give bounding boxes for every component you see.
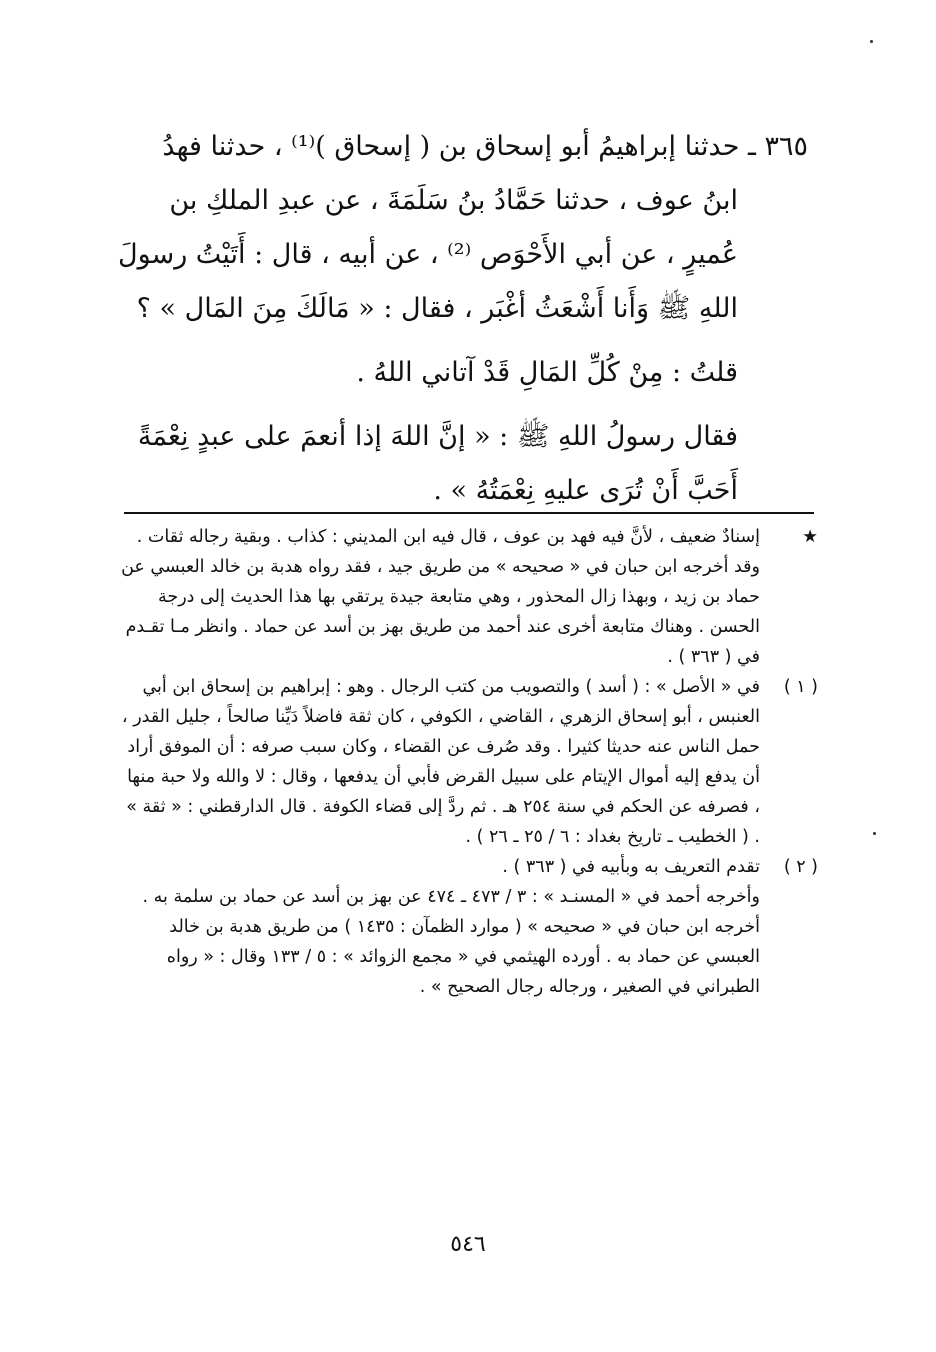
grading-text: إسنادٌ ضعيف ، لأنَّ فيه فهد بن عوف ، قال فيه ابن المديني : كذاب . وبقية رجاله ثقات . وقد أخرجه ابن حبان في « صحيحه » من طريق جيد ، فقد رواه هدبة بن خالد العبسي عن حماد بن زيد ، وبهذا زال المحذور ، وهي متابعة جيدة يرتقي بها هذا الحديث إلى درجة الحسن . وهناك متابعة أخرى عند أحمد من طريق بهز بن أسد عن حماد . وانظر مـا تقـدم في ( ٣٦٣ ) .	[121, 527, 760, 667]
footnote-separator	[124, 512, 814, 514]
footnotes	[118, 522, 818, 1002]
footnote-1-marker: ( ١ )	[783, 677, 818, 697]
hadith-line-1: ٣٦٥ ـ حدثنا إبراهيمُ أبو إسحاق بن ( إسحاق )⁽¹⁾ ، حدثنا فهدُ	[162, 131, 808, 162]
hadith-text	[118, 120, 808, 518]
hadith-reply: قلتُ : مِنْ كُلِّ المَالِ قَدْ آتاني اللهُ .	[356, 357, 738, 388]
speck-mark	[870, 40, 873, 43]
hadith-line-4: اللهِ ﷺ وَأَنا أَشْعَثُ أغْبَر ، فقال : « مَالَكَ مِنَ المَال » ؟	[136, 293, 738, 324]
hadith-number: ٣٦٥	[764, 131, 808, 162]
footnote-2	[118, 852, 818, 882]
hadith-line-2: ابنُ عوف ، حدثنا حَمَّادُ بنُ سَلَمَةَ ، عن عبدِ الملكِ بن	[169, 185, 738, 216]
footnote-1	[118, 672, 818, 852]
footnote-2-text: تقدم التعريف به وبأبيه في ( ٣٦٣ ) .	[502, 857, 760, 877]
hadith-final-line-1: فقال رسولُ اللهِ ﷺ : « إنَّ اللهَ إذا أنعمَ على عبدٍ نِعْمَةً	[137, 421, 738, 452]
footnote-1-text: في « الأصل » : ( أسد ) والتصويب من كتب الرجال . وهو : إبراهيم بن إسحاق ابن أبي العنبس ، أبو إسحاق الزهري ، القاضي ، الكوفي ، كان ثقة فاضلاً دَيِّنا صالحاً ، جليل القدر ، حمل الناس عنه حديثا كثيرا . وقد صُرف عن القضاء ، وكان سبب صرفه : أن الموفق أراد أن يدفع إليه أموال الإيتام على سبيل القرض فأبي أن يدفعها ، وقال : لا والله ولا حبة منها ، فصرفه عن الحكم في سنة ٢٥٤ هـ . ثم ردَّ إلى قضاء الكوفة . قال الدارقطني : « ثقة » . ( الخطيب ـ تاريخ بغداد : ٦ / ٢٥ ـ ٢٦ ) .	[121, 677, 760, 847]
hadith-final-line-2: أَحَبَّ أَنْ تُرَى عليهِ نِعْمَتُهُ » .	[433, 475, 738, 506]
footnote-extra-2: أخرجه ابن حبان في « صحيحه » ( موارد الظمآن : ١٤٣٥ ) من طريق هدبة بن خالد العبسي عن حماد به . أورده الهيثمي في « مجمع الزوائد » : ٥ / ١٣٣ وقال : « رواه الطبراني في الصغير ، ورجاله رجال الصحيح » .	[166, 917, 760, 997]
page-number: ٥٤٦	[450, 1232, 486, 1257]
footnote-extra-1: وأخرجه أحمد في « المسنـد » : ٣ / ٤٧٣ ـ ٤٧٤ عن بهز بن أسد عن حماد بن سلمة به .	[142, 887, 760, 907]
star-marker: ★	[802, 527, 818, 547]
footnote-2-marker: ( ٢ )	[783, 857, 818, 877]
grading-note	[118, 522, 818, 672]
hadith-line-3: عُميرٍ ، عن أبي الأَحْوَص ⁽²⁾ ، عن أبيه ، قال : أَتَيْتُ رسولَ	[118, 239, 738, 270]
speck-mark	[873, 832, 876, 835]
